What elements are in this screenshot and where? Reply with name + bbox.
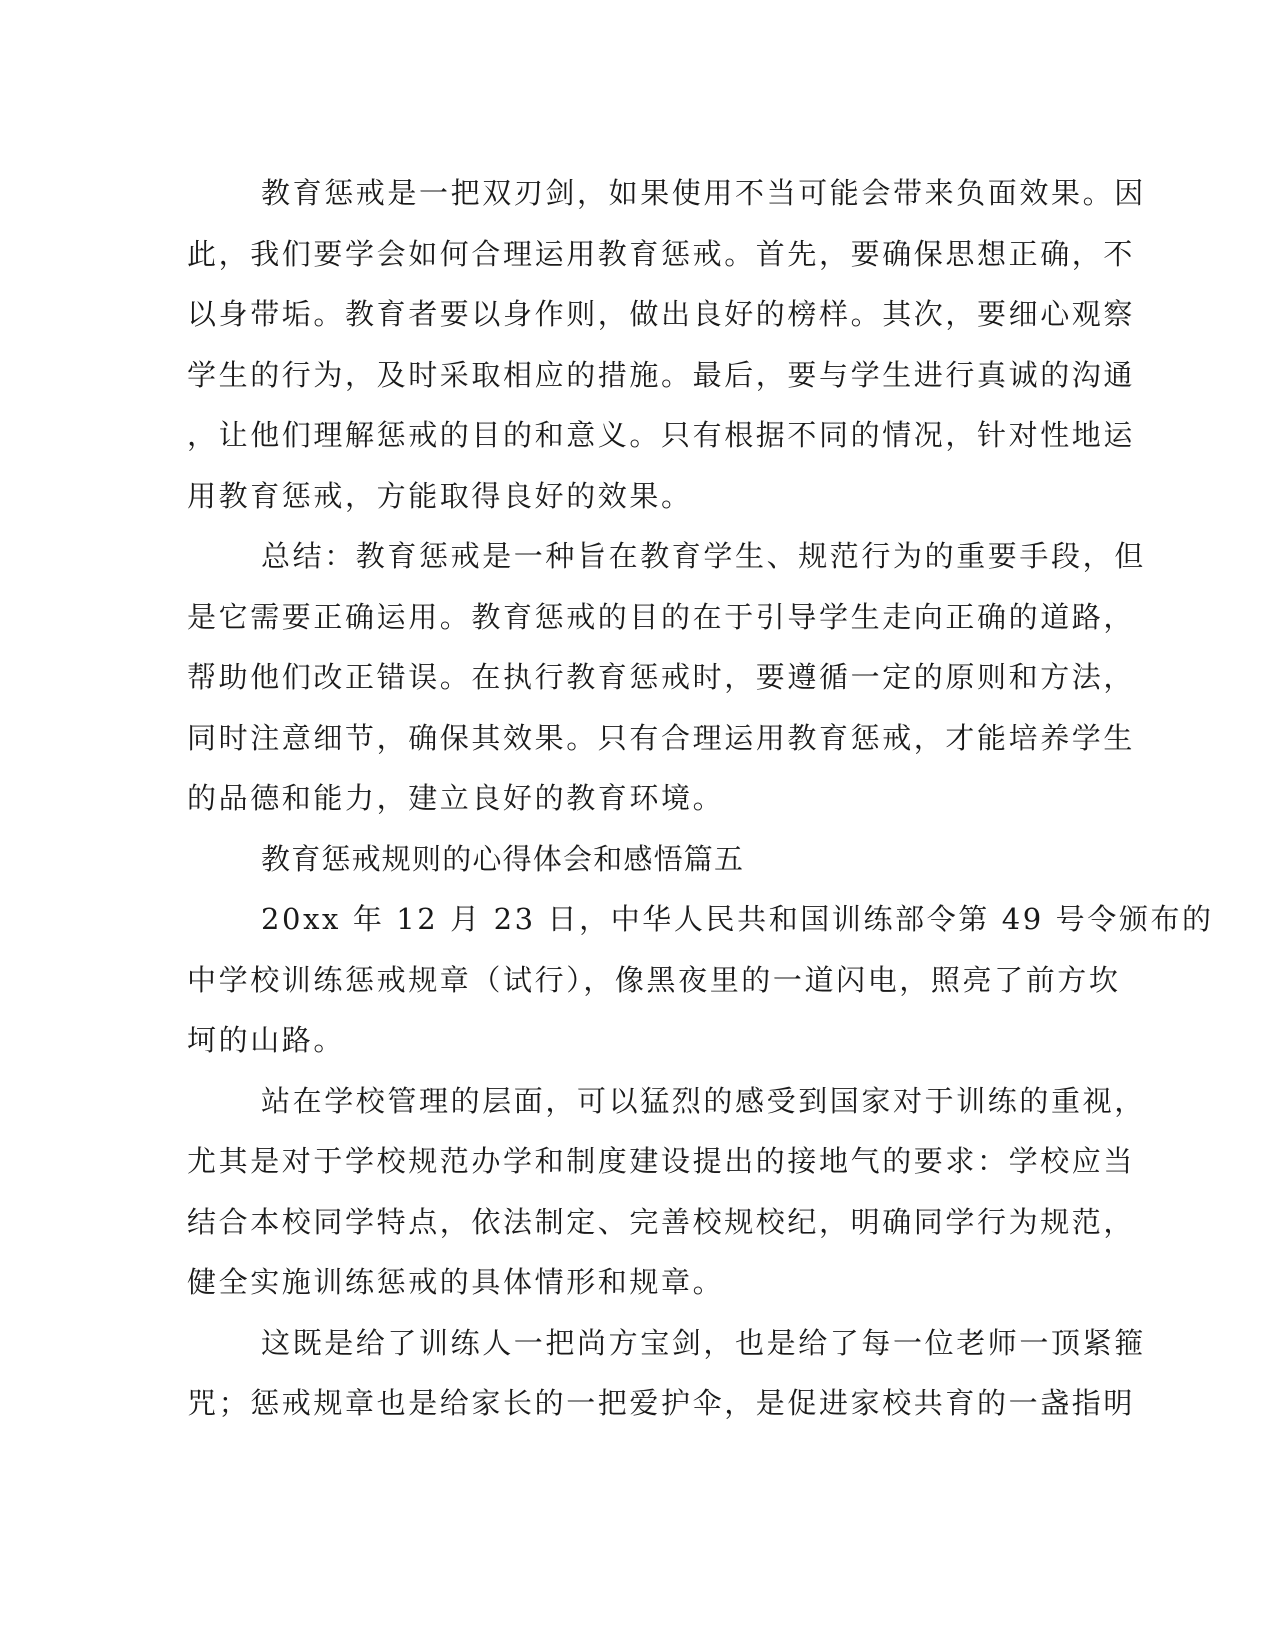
text-line: ，让他们理解惩戒的目的和意义。只有根据不同的情况，针对性地运 bbox=[187, 418, 1136, 452]
text-line: 用教育惩戒，方能取得良好的效果。 bbox=[187, 478, 693, 513]
text-line: 以身带垢。教育者要以身作则，做出良好的榜样。其次，要细心观察 bbox=[187, 297, 1136, 331]
text-line: 的品德和能力，建立良好的教育环境。 bbox=[187, 781, 725, 815]
text-line: 结合本校同学特点，依法制定、完善校规校纪，明确同学行为规范， bbox=[187, 1204, 1136, 1239]
text-line: 咒；惩戒规章也是给家长的一把爱护伞，是促进家校共育的一盏指明 bbox=[187, 1386, 1136, 1420]
text-line: 同时注意细节，确保其效果。只有合理运用教育惩戒，才能培养学生 bbox=[187, 720, 1136, 755]
text-line: 健全实施训练惩戒的具体情形和规章。 bbox=[187, 1265, 725, 1299]
text-line: 20xx 年 12 月 23 日，中华人民共和国训练部令第 49 号令颁布的 bbox=[261, 902, 1214, 936]
text-line: 学生的行为，及时采取相应的措施。最后，要与学生进行真诚的沟通 bbox=[187, 357, 1136, 392]
text-line: 此，我们要学会如何合理运用教育惩戒。首先，要确保思想正确，不 bbox=[187, 236, 1136, 271]
text-line: 帮助他们改正错误。在执行教育惩戒时，要遵循一定的原则和方法， bbox=[187, 660, 1136, 694]
text-line: 站在学校管理的层面，可以猛烈的感受到国家对于训练的重视， bbox=[261, 1083, 1146, 1118]
text-line: 尤其是对于学校规范办学和制度建设提出的接地气的要求：学校应当 bbox=[187, 1144, 1136, 1178]
text-line: 是它需要正确运用。教育惩戒的目的在于引导学生走向正确的道路， bbox=[187, 599, 1136, 634]
text-line: 坷的山路。 bbox=[187, 1023, 346, 1057]
text-line: 教育惩戒是一把双刃剑，如果使用不当可能会带来负面效果。因 bbox=[261, 176, 1146, 210]
section-heading: 教育惩戒规则的心得体会和感悟篇五 bbox=[261, 841, 745, 876]
text-line: 这既是给了训练人一把尚方宝剑，也是给了每一位老师一顶紧箍 bbox=[261, 1325, 1146, 1360]
text-line: 中学校训练惩戒规章（试行），像黑夜里的一道闪电，照亮了前方坎 bbox=[187, 962, 1121, 997]
document-body bbox=[187, 163, 1214, 1434]
text-line: 总结：教育惩戒是一种旨在教育学生、规范行为的重要手段，但 bbox=[261, 539, 1146, 573]
